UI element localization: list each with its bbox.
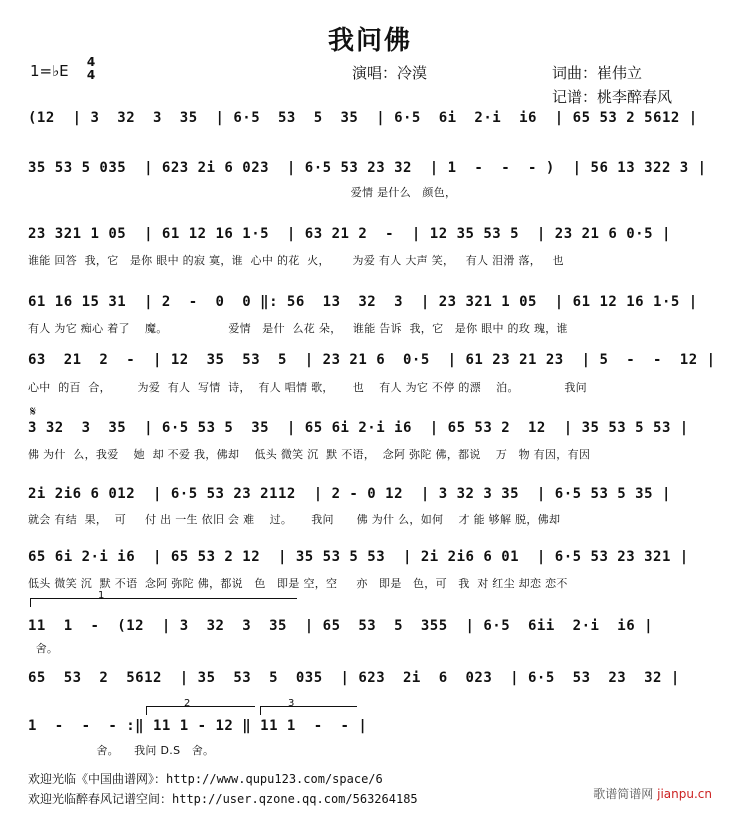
watermark xyxy=(593,785,712,802)
notation-row-11: 1 - - - :‖ 11 1 - 12 ‖ 11 1 - - | xyxy=(28,718,368,734)
notation-row-6: 3 32 3 35 | 6·5 53 5 35 | 65 6i 2·i i6 | 65 53 2 12 | 35 53 5 53 | xyxy=(28,420,689,436)
notation-row-5: 63 21 2 - | 12 35 53 5 | 23 21 6 0·5 | 61 23 21 23 | 5 - - 12 | xyxy=(28,352,716,368)
watermark-url: jianpu.cn xyxy=(657,787,712,801)
volta-3-label: 3 xyxy=(288,698,295,709)
volta-1-label: 1 xyxy=(98,590,105,601)
transcriber-credit: 记谱：桃李醉春风 xyxy=(552,88,673,106)
lyrics-row-2: 爱情 是什么 颜色， xyxy=(28,186,457,199)
lyrics-row-6: 佛 为什 么，我爱 她 却 不爱 我，佛却 低头 微笑 沉 默 不语， 念阿 弥陀 佛，都说 万 物 有因，有因 xyxy=(28,448,591,461)
song-title: 我问佛 xyxy=(327,26,412,56)
notation-row-3: 23 321 1 05 | 61 12 16 1·5 | 63 21 2 - | 12 35 53 5 | 23 21 6 0·5 | xyxy=(28,226,671,242)
key-signature: 1=♭E xyxy=(30,62,69,80)
watermark-site-name: 歌谱简谱网 xyxy=(593,787,654,801)
segno-sign: 𝄋 xyxy=(30,404,37,420)
lyrics-row-8: 低头 微笑 沉 默 不语 念阿 弥陀 佛，都说 色 即是 空，空 亦 即是 色，可 我 对 红尘 却恋 恋不 xyxy=(28,577,568,590)
lyrics-row-5: 心中 的百 合， 为爱 有人 写情 诗， 有人 唱情 歌， 也 有人 为它 不停 的漂 泊。 我问 xyxy=(28,381,587,394)
lyrics-row-7: 就会 有结 果， 可 付 出 一生 依旧 会 难 过。 我问 佛 为什 么，如何 才 能 够解 脱，佛却 xyxy=(28,513,561,526)
volta-2-label: 2 xyxy=(184,698,191,709)
notation-row-7: 2i 2i6 6 012 | 6·5 53 23 2112 | 2 - 0 12 | 3 32 3 35 | 6·5 53 5 35 | xyxy=(28,486,671,502)
lyrics-row-4: 有人 为它 痴心 着了 魔。 爱情 是什 么花 朵， 谁能 告诉 我，它 是你 眼中 的玫 瑰，谁 xyxy=(28,322,568,335)
time-signature xyxy=(86,56,96,82)
singer-credit: 演唱：冷漠 xyxy=(352,64,428,82)
notation-row-10: 65 53 2 5612 | 35 53 5 035 | 623 2i 6 023 | 6·5 53 23 32 | xyxy=(28,670,680,686)
composer-credit: 词曲：崔伟立 xyxy=(552,64,643,82)
lyrics-row-11: 舍。 我问 D.S 舍。 xyxy=(28,744,215,757)
time-denominator: 4 xyxy=(86,68,96,82)
notation-row-8: 65 6i 2·i i6 | 65 53 2 12 | 35 53 5 53 | 2i 2i6 6 01 | 6·5 53 23 321 | xyxy=(28,549,689,565)
volta-2-bracket xyxy=(146,706,255,715)
notation-row-2: 35 53 5 035 | 623 2i 6 023 | 6·5 53 23 32 | 1 - - - ) | 56 13 322 3 | xyxy=(28,160,707,176)
footer-link-qzone[interactable]: 欢迎光临醉春风记谱空间：http://user.qzone.qq.com/563264185 xyxy=(28,792,418,806)
notation-row-4: 61 16 15 31 | 2 - 0 0 ‖: 56 13 32 3 | 23 321 1 05 | 61 12 16 1·5 | xyxy=(28,294,698,310)
lyrics-row-3: 谁能 回答 我，它 是你 眼中 的寂 寞，谁 心中 的花 火， 为爱 有人 大声 笑， 有人 泪滑 落， 也 xyxy=(28,254,564,267)
volta-3-bracket xyxy=(260,706,357,715)
time-numerator: 4 xyxy=(86,55,96,69)
volta-1-bracket xyxy=(30,598,297,607)
footer-link-qupu[interactable]: 欢迎光临《中国曲谱网》：http://www.qupu123.com/space/6 xyxy=(28,772,383,786)
notation-row-9: 11 1 - (12 | 3 32 3 35 | 65 53 5 355 | 6·5 6ii 2·i i6 | xyxy=(28,618,654,634)
lyrics-row-9: 舍。 xyxy=(28,642,59,655)
notation-row-1: (12 | 3 32 3 35 | 6·5 53 5 35 | 6·5 6i 2·i i6 | 65 53 2 5612 | xyxy=(28,110,698,126)
